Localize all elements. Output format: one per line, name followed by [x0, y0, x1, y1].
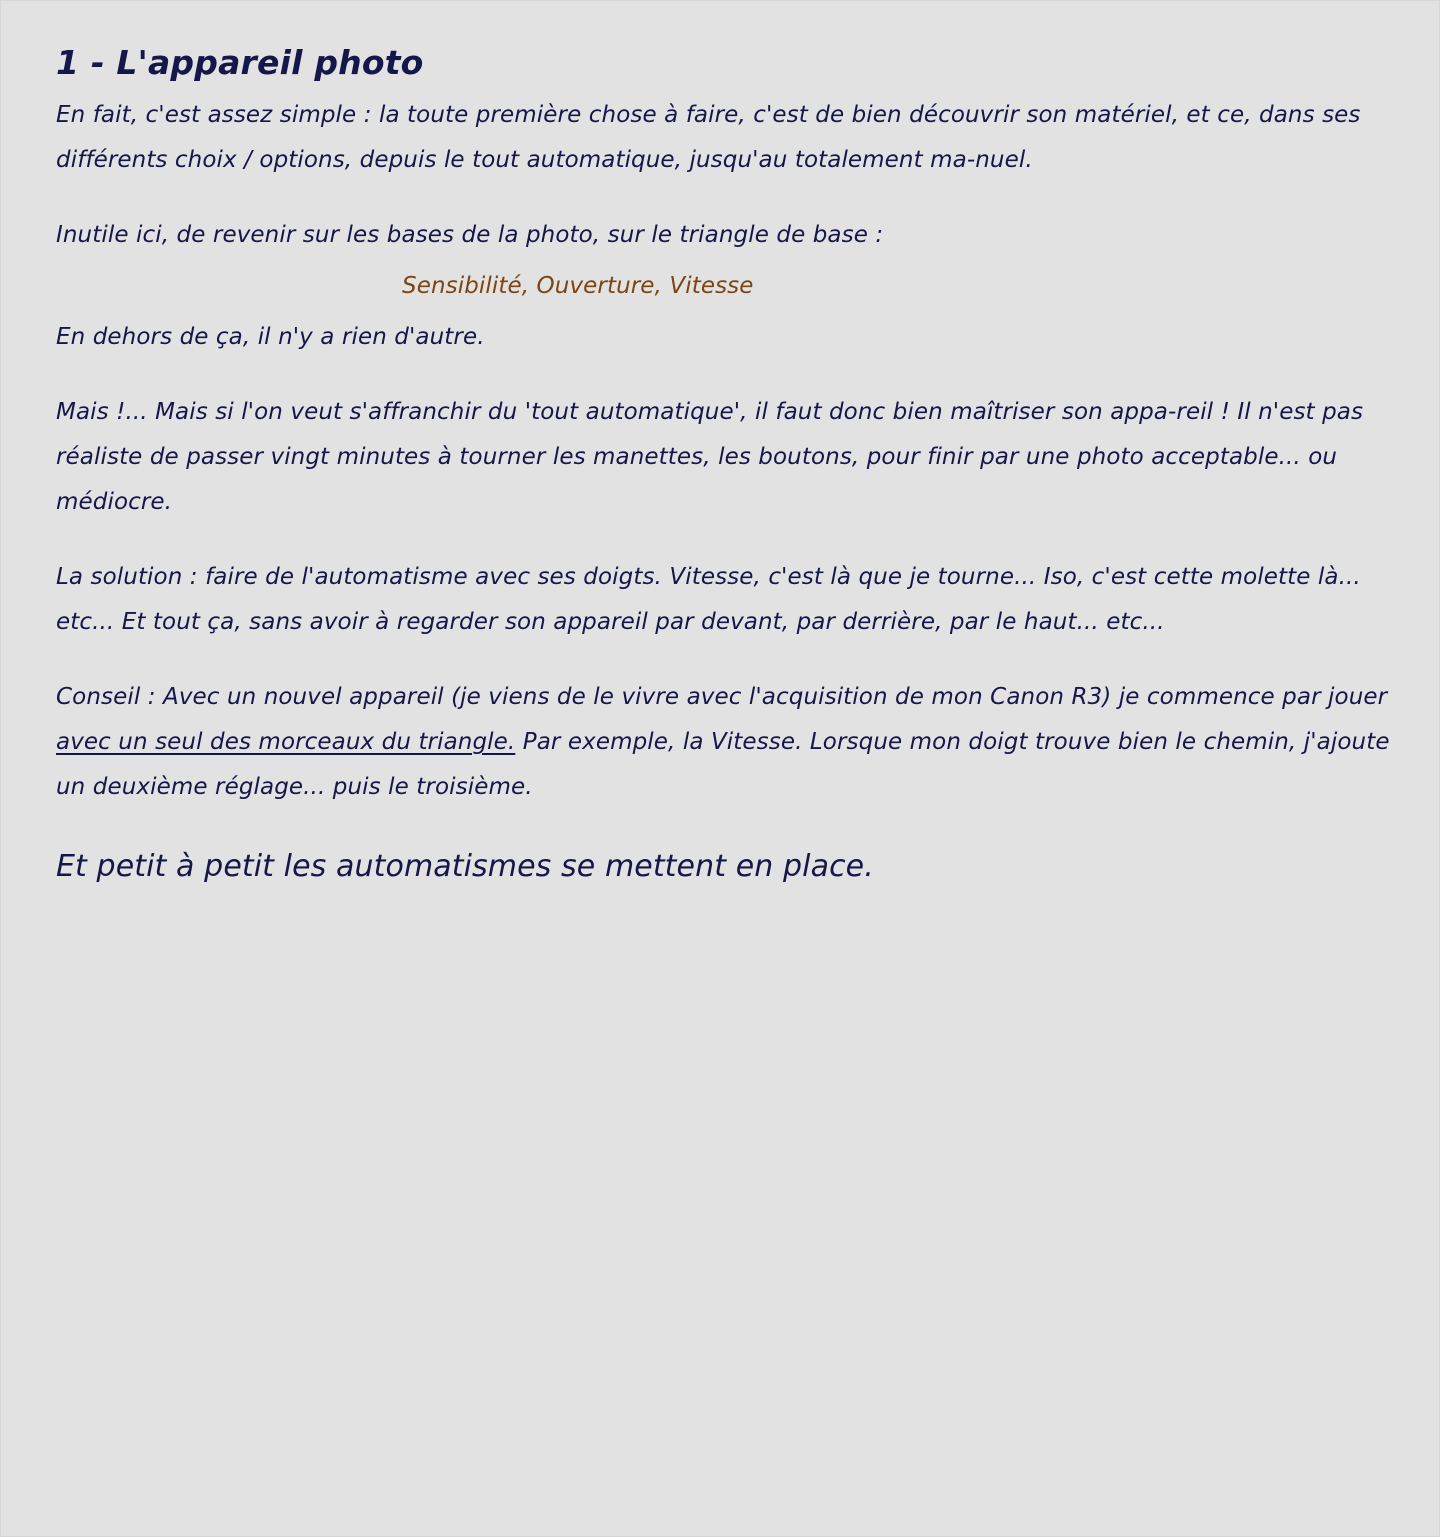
paragraph-advice [56, 675, 1391, 810]
advice-text-start: Conseil : Avec un nouvel appareil (je viens de le vivre avec l'acquisition de mon Canon R3) je commence par jouer [56, 684, 1388, 710]
triangle-highlight: Sensibilité, Ouverture, Vitesse [402, 273, 754, 299]
paragraph-master-camera: Mais !... Mais si l'on veut s'affranchir du 'tout automatique', il faut donc bien maîtriser son appa-reil ! Il n'est pas réaliste de passer vingt minutes à tourner les manettes, les boutons, pour finir par une photo acceptable... ou médiocre. [56, 399, 1364, 515]
closing-statement: Et petit à petit les automatismes se mettent en place. [56, 849, 874, 884]
paragraph-intro: En fait, c'est assez simple : la toute première chose à faire, c'est de bien découvrir son matériel, et ce, dans ses différents choix / options, depuis le tout automatique, jusqu'au totalement ma-nuel. [56, 102, 1361, 173]
section-title: 1 - L'appareil photo [56, 43, 424, 82]
paragraph-solution: La solution : faire de l'automatisme avec ses doigts. Vitesse, c'est là que je tourne... Iso, c'est cette molette là... etc... Et tout ça, sans avoir à regarder son appareil par devant, par derrière, par le haut... etc... [56, 564, 1361, 635]
document-content [56, 37, 1391, 924]
paragraph-triangle-intro: Inutile ici, de revenir sur les bases de la photo, sur le triangle de base : [56, 222, 884, 248]
advice-text-end: Par exemple, la Vitesse. Lorsque mon doigt trouve bien le chemin, j'ajoute un deuxième réglage... puis le troisième. [56, 729, 1390, 800]
advice-underlined-text: avec un seul des morceaux du triangle. [56, 729, 516, 755]
paragraph-nothing-else: En dehors de ça, il n'y a rien d'autre. [56, 324, 485, 350]
